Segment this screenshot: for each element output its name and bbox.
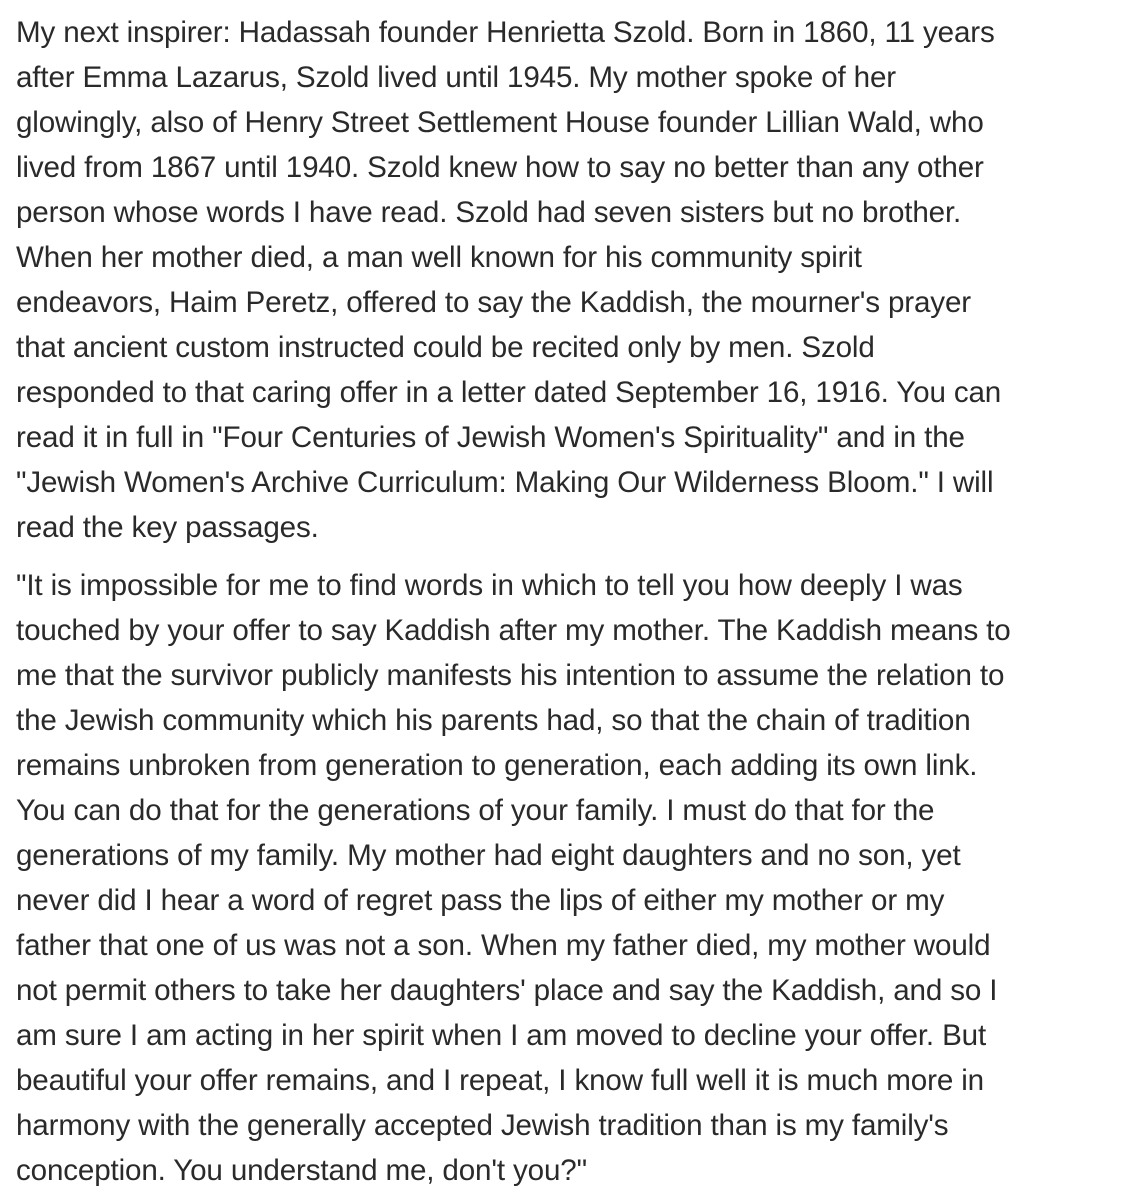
text-line: father that one of us was not a son. When my father died, my mother would <box>16 929 991 962</box>
text-line: that ancient custom instructed could be recited only by men. Szold <box>16 331 875 364</box>
text-line: responded to that caring offer in a letter dated September 16, 1916. You can <box>16 376 1002 409</box>
text-line: "It is impossible for me to find words in which to tell you how deeply I was <box>16 569 963 602</box>
text-line: am sure I am acting in her spirit when I am moved to decline your offer. But <box>16 1019 987 1052</box>
text-line: You can do that for the generations of your family. I must do that for the <box>16 794 935 827</box>
text-line: beautiful your offer remains, and I repeat, I know full well it is much more in <box>16 1064 984 1097</box>
text-line: "Jewish Women's Archive Curriculum: Making Our Wilderness Bloom." I will <box>16 466 994 499</box>
text-line: never did I hear a word of regret pass the lips of either my mother or my <box>16 884 945 917</box>
text-line: conception. You understand me, don't you?" <box>16 1154 587 1187</box>
paragraph-letter-quote <box>16 563 1142 1193</box>
text-line: after Emma Lazarus, Szold lived until 1945. My mother spoke of her <box>16 61 896 94</box>
text-line: endeavors, Haim Peretz, offered to say the Kaddish, the mourner's prayer <box>16 286 971 319</box>
text-line: lived from 1867 until 1940. Szold knew how to say no better than any other <box>16 151 984 184</box>
article-body <box>16 10 1142 1193</box>
text-line: remains unbroken from generation to generation, each adding its own link. <box>16 749 978 782</box>
text-line: My next inspirer: Hadassah founder Henrietta Szold. Born in 1860, 11 years <box>16 16 995 49</box>
text-line: When her mother died, a man well known for his community spirit <box>16 241 862 274</box>
text-line: me that the survivor publicly manifests his intention to assume the relation to <box>16 659 1005 692</box>
text-line: generations of my family. My mother had eight daughters and no son, yet <box>16 839 961 872</box>
text-line: person whose words I have read. Szold had seven sisters but no brother. <box>16 196 962 229</box>
text-line: harmony with the generally accepted Jewish tradition than is my family's <box>16 1109 949 1142</box>
text-line: read the key passages. <box>16 511 319 544</box>
text-line: read it in full in "Four Centuries of Jewish Women's Spirituality" and in the <box>16 421 965 454</box>
text-line: glowingly, also of Henry Street Settlement House founder Lillian Wald, who <box>16 106 984 139</box>
text-line: touched by your offer to say Kaddish after my mother. The Kaddish means to <box>16 614 1011 647</box>
paragraph-intro <box>16 10 1142 550</box>
text-line: the Jewish community which his parents had, so that the chain of tradition <box>16 704 971 737</box>
text-line: not permit others to take her daughters' place and say the Kaddish, and so I <box>16 974 998 1007</box>
